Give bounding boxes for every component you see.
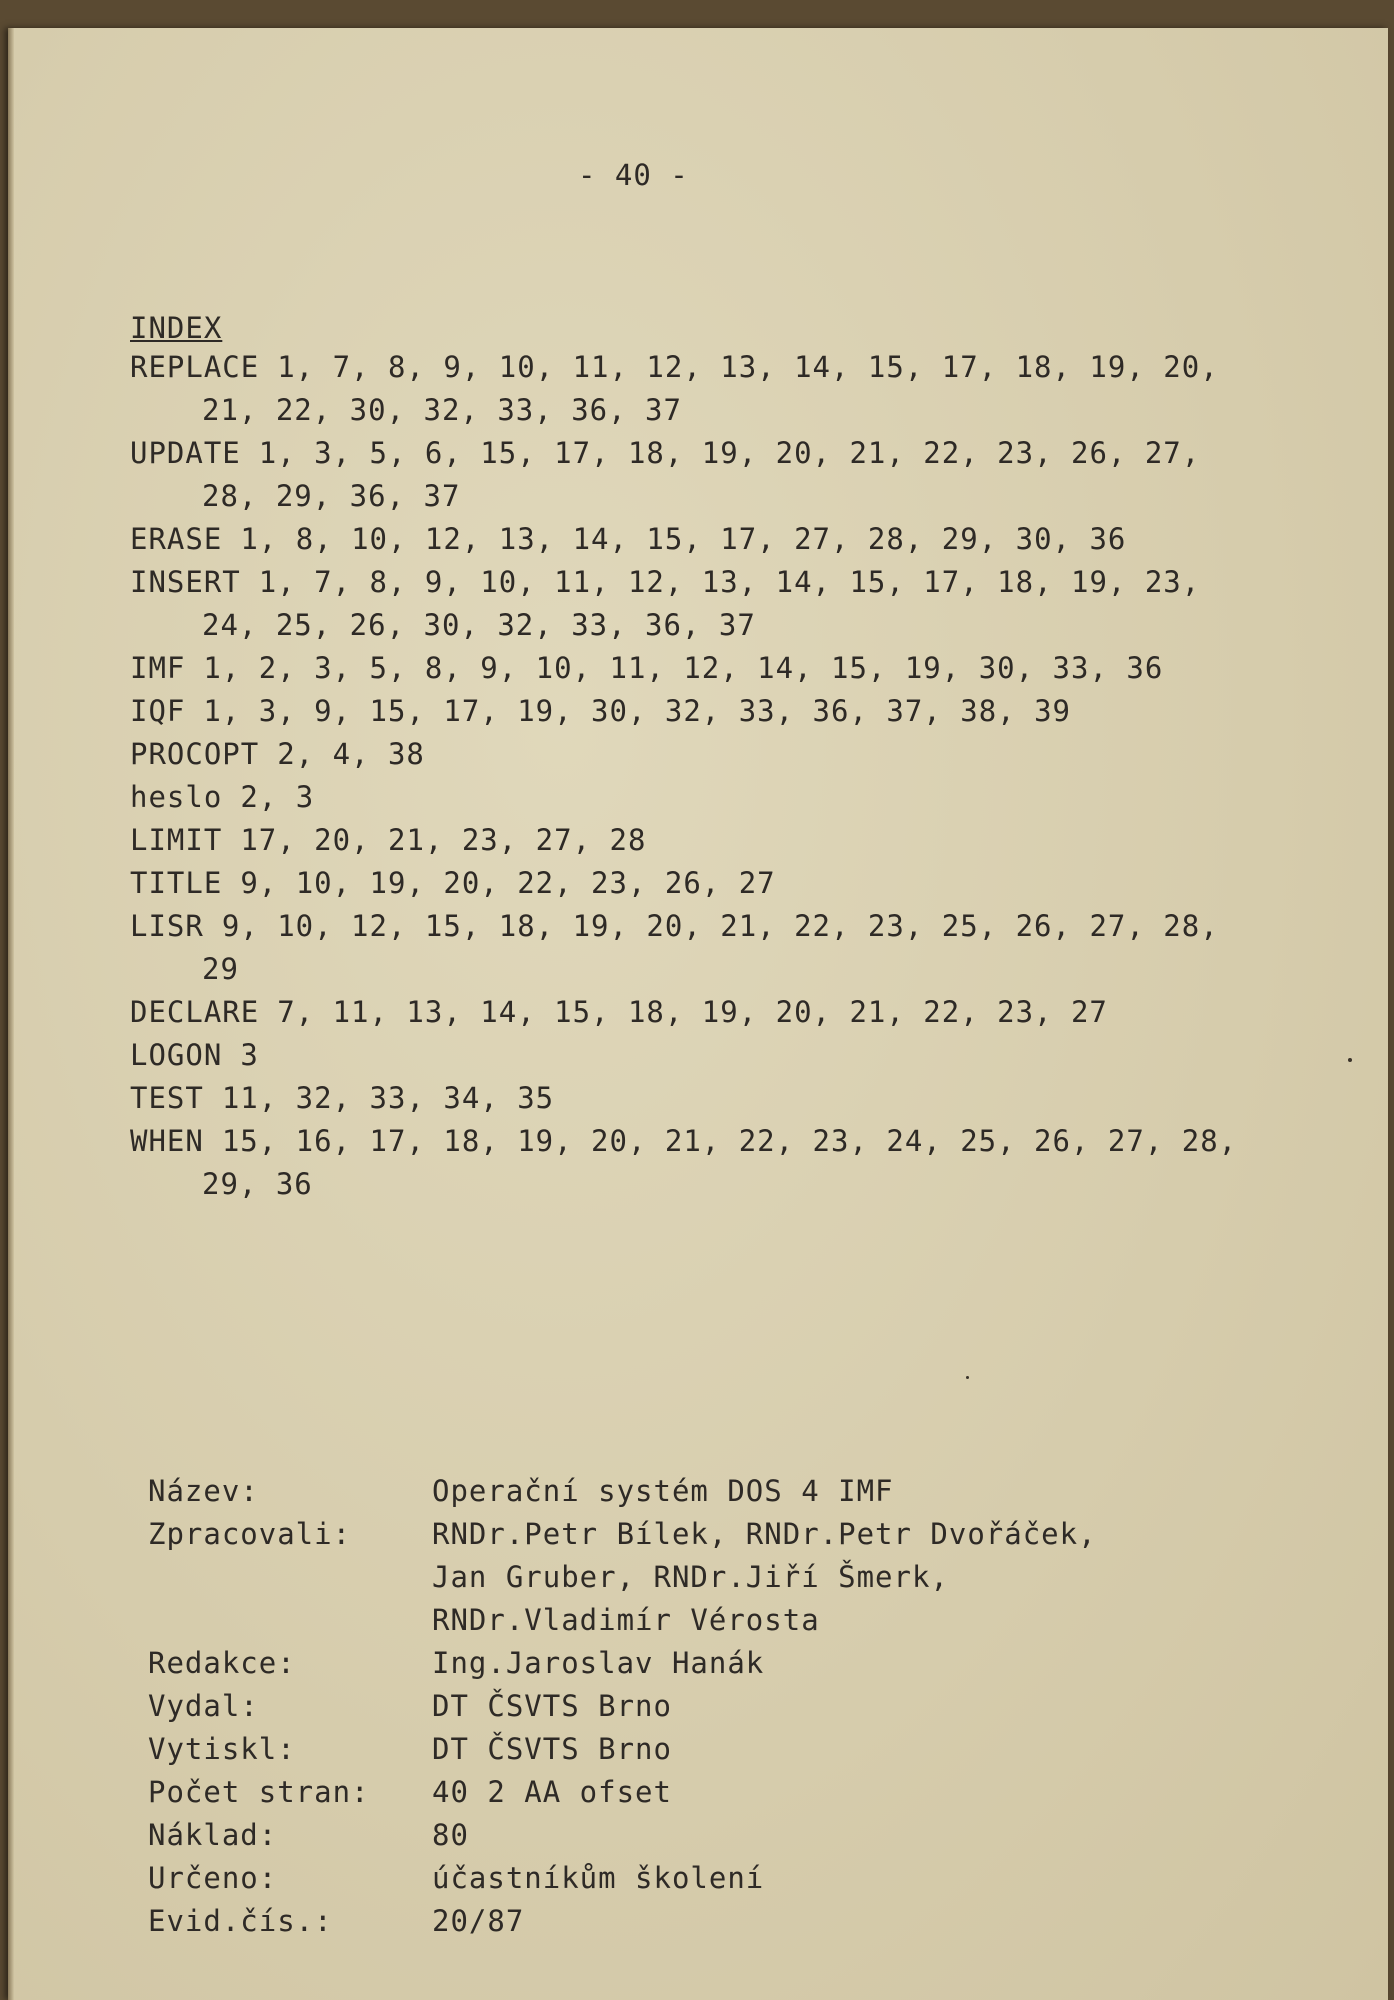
colophon-label: Určeno: — [148, 1861, 278, 1895]
page-number: - 40 - — [578, 158, 689, 192]
index-entry — [130, 1034, 1250, 1077]
index-page-refs: 1, 8, 10, 12, 13, 14, 15, 17, 27, 28, 29, 30, 36 — [240, 522, 1127, 556]
colophon-row — [148, 1513, 1148, 1642]
colophon-rows — [148, 1470, 1148, 1943]
index-term: REPLACE — [130, 350, 260, 384]
index-page-refs: 7, 11, 13, 14, 15, 18, 19, 20, 21, 22, 23, 27 — [277, 995, 1108, 1029]
colophon-value-line: 40 2 AA ofset — [432, 1775, 672, 1809]
index-term: DECLARE — [130, 995, 260, 1029]
colophon-value — [432, 1513, 1148, 1642]
colophon-label: Zpracovali: — [148, 1517, 352, 1551]
colophon-label: Vytiskl: — [148, 1732, 296, 1766]
index-page-refs: 2, 4, 38 — [277, 737, 425, 771]
index-heading: INDEX — [130, 311, 223, 345]
colophon-row — [148, 1728, 1148, 1771]
index-entry — [130, 776, 1250, 819]
index-page-refs: 9, 10, 19, 20, 22, 23, 26, 27 — [240, 866, 776, 900]
index-page-refs: 3 — [240, 1038, 259, 1072]
colophon-value — [432, 1685, 1148, 1728]
colophon-label: Název: — [148, 1474, 259, 1508]
index-term: PROCOPT — [130, 737, 260, 771]
index-term: INSERT — [130, 565, 241, 599]
colophon-row — [148, 1685, 1148, 1728]
colophon-value-line: DT ČSVTS Brno — [432, 1689, 672, 1723]
index-entry — [130, 819, 1250, 862]
index-entry — [130, 862, 1250, 905]
index-term: IQF — [130, 694, 186, 728]
index-page-refs: 15, 16, 17, 18, 19, 20, 21, 22, 23, 24, 25, 26, 27, 28, — [221, 1124, 1238, 1158]
colophon-label: Počet stran: — [148, 1775, 370, 1809]
index-entry — [130, 905, 1250, 991]
index-term: IMF — [130, 651, 186, 685]
colophon-value — [432, 1470, 1148, 1513]
colophon-row — [148, 1814, 1148, 1857]
index-entry — [130, 518, 1250, 561]
document-page — [8, 28, 1388, 2000]
index-page-refs: 21, 22, 30, 32, 33, 36, 37 — [202, 393, 682, 427]
index-page-refs: 29, 36 — [202, 1167, 313, 1201]
index-entry — [130, 991, 1250, 1034]
colophon-value-line: RNDr.Petr Bílek, RNDr.Petr Dvořáček, — [432, 1517, 1097, 1551]
colophon-value-line: účastníkům školení — [432, 1861, 765, 1895]
index-entry — [130, 432, 1250, 518]
index-entry — [130, 561, 1250, 647]
index-page-refs: 1, 7, 8, 9, 10, 11, 12, 13, 14, 15, 17, 18, 19, 23, — [258, 565, 1201, 599]
colophon-value-line: 20/87 — [432, 1904, 525, 1938]
colophon-value-line: Operační systém DOS 4 IMF — [432, 1474, 894, 1508]
index-term: TEST — [130, 1081, 204, 1115]
index-term: TITLE — [130, 866, 223, 900]
colophon-row — [148, 1857, 1148, 1900]
index-entry — [130, 1120, 1250, 1206]
index-entry — [130, 647, 1250, 690]
colophon — [148, 1470, 1148, 1943]
paper-speck — [966, 1376, 969, 1379]
colophon-value — [432, 1900, 1148, 1943]
index-term: heslo — [130, 780, 223, 814]
colophon-value-line: Jan Gruber, RNDr.Jiří Šmerk, — [432, 1560, 949, 1594]
colophon-value-line: DT ČSVTS Brno — [432, 1732, 672, 1766]
index-page-refs: 29 — [202, 952, 239, 986]
index-page-refs: 11, 32, 33, 34, 35 — [221, 1081, 555, 1115]
index-page-refs: 24, 25, 26, 30, 32, 33, 36, 37 — [202, 608, 756, 642]
index-section — [130, 310, 1250, 1206]
colophon-value — [432, 1771, 1148, 1814]
paper-speck — [1348, 1058, 1352, 1062]
colophon-value — [432, 1857, 1148, 1900]
index-entry — [130, 346, 1250, 432]
index-page-refs: 17, 20, 21, 23, 27, 28 — [240, 823, 647, 857]
colophon-value — [432, 1814, 1148, 1857]
index-term: LISR — [130, 909, 204, 943]
index-entry — [130, 690, 1250, 733]
colophon-row — [148, 1470, 1148, 1513]
index-page-refs: 1, 2, 3, 5, 8, 9, 10, 11, 12, 14, 15, 19, 30, 33, 36 — [203, 651, 1164, 685]
colophon-value — [432, 1728, 1148, 1771]
colophon-label: Náklad: — [148, 1818, 278, 1852]
index-page-refs: 9, 10, 12, 15, 18, 19, 20, 21, 22, 23, 25, 26, 27, 28, — [221, 909, 1219, 943]
index-term: UPDATE — [130, 436, 241, 470]
index-page-refs: 1, 7, 8, 9, 10, 11, 12, 13, 14, 15, 17, 18, 19, 20, — [277, 350, 1219, 384]
index-term: LOGON — [130, 1038, 223, 1072]
index-entries — [130, 346, 1250, 1206]
index-term: WHEN — [130, 1124, 204, 1158]
page-binding-edge — [8, 28, 14, 2000]
colophon-value-line: RNDr.Vladimír Vérosta — [432, 1603, 820, 1637]
index-term: ERASE — [130, 522, 223, 556]
colophon-label: Evid.čís.: — [148, 1904, 333, 1938]
colophon-row — [148, 1900, 1148, 1943]
colophon-row — [148, 1771, 1148, 1814]
colophon-label: Redakce: — [148, 1646, 296, 1680]
index-entry — [130, 1077, 1250, 1120]
index-entry — [130, 733, 1250, 776]
colophon-value — [432, 1642, 1148, 1685]
colophon-value-line: Ing.Jaroslav Hanák — [432, 1646, 765, 1680]
index-page-refs: 28, 29, 36, 37 — [202, 479, 461, 513]
index-page-refs: 1, 3, 9, 15, 17, 19, 30, 32, 33, 36, 37, 38, 39 — [203, 694, 1071, 728]
colophon-label: Vydal: — [148, 1689, 259, 1723]
index-page-refs: 1, 3, 5, 6, 15, 17, 18, 19, 20, 21, 22, 23, 26, 27, — [258, 436, 1201, 470]
index-term: LIMIT — [130, 823, 223, 857]
colophon-row — [148, 1642, 1148, 1685]
index-page-refs: 2, 3 — [240, 780, 315, 814]
colophon-value-line: 80 — [432, 1818, 469, 1852]
